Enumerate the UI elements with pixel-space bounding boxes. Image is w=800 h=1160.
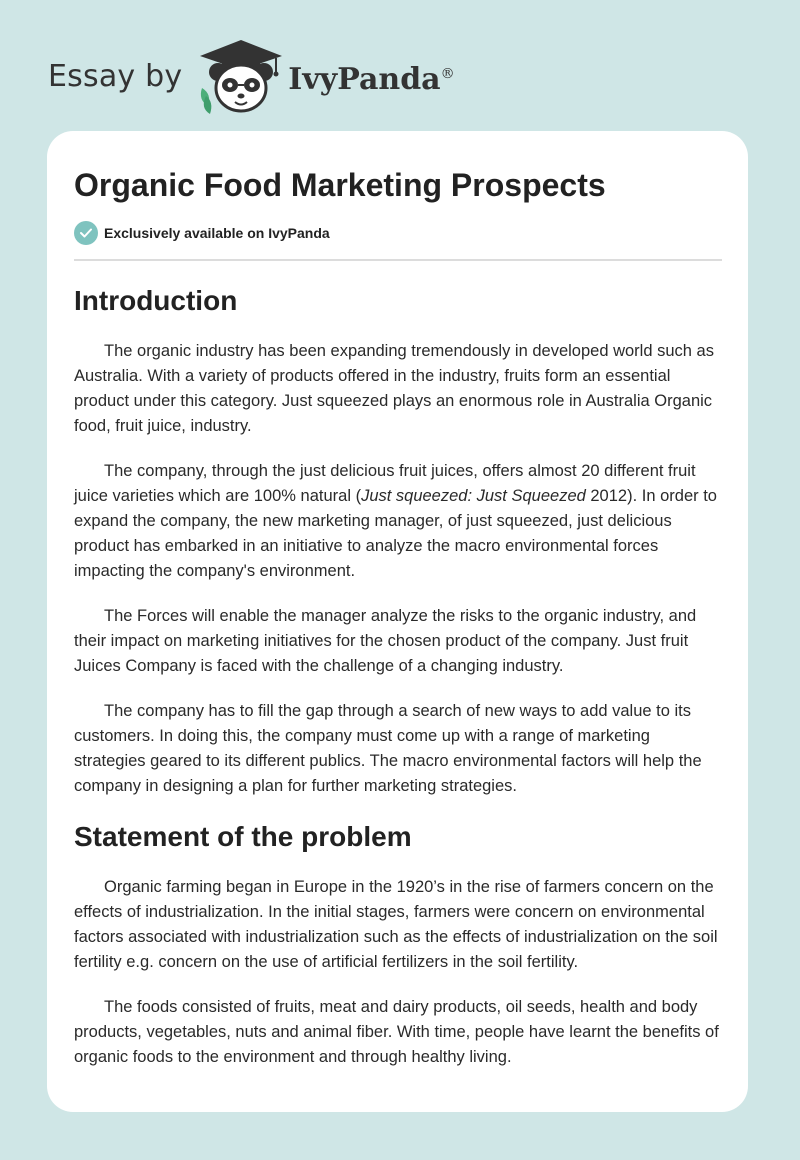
paragraph: The Forces will enable the manager analyze the risks to the organic industry, and their impact on marketing initiatives for the chosen product of the company. Just fruit Juices Company is faced with the challenge of a changing industry. (74, 607, 697, 675)
paragraph: The company has to fill the gap through a search of new ways to add value to its customers. In doing this, the company must come up with a range of marketing strategies geared to its different publics. The macro environmental factors will help the company in designing a plan for further marketing strategies. (74, 702, 702, 795)
check-circle-icon (74, 221, 98, 245)
brand-header (48, 36, 455, 116)
brand-prefix: Essay by (48, 58, 183, 94)
paragraph: Organic farming began in Europe in the 1920’s in the rise of farmers concern on the effects of industrialization. In the initial stages, farmers were concern on environmental factors associated with industrialization such as the effects of industrialization on the soil fertility e.g. concern on the use of artificial fertilizers in the soil fertility. (74, 878, 718, 971)
article-card (47, 131, 748, 1112)
brand-name: IvyPanda® (288, 61, 455, 97)
citation-italic: Just squeezed: Just Squeezed (361, 487, 586, 505)
paragraph: The company, through the just delicious fruit juices, offers almost 20 different fruit juice varieties which are 100% natural (Just squeezed: Just Squeezed 2012). In order to expand the company, the new marketing manager, of just squeezed, just delicious product has embarked in an initiative to analyze the macro environmental forces impacting the company's environment. (74, 462, 717, 580)
paragraph: The organic industry has been expanding tremendously in developed world such as Australia. With a variety of products offered in the industry, fruits form an essential product under this category. Just squeezed plays an enormous role in Australia Organic food, fruit juice, industry. (74, 342, 714, 435)
article-title: Organic Food Marketing Prospects (74, 167, 606, 203)
panda-graduate-icon (196, 36, 286, 116)
title-divider (74, 259, 722, 261)
section-heading-introduction: Introduction (74, 285, 238, 316)
paragraph: The foods consisted of fruits, meat and dairy products, oil seeds, health and body products, vegetables, nuts and animal fiber. With time, people have learnt the benefits of organic foods to the environment and through healthy living. (74, 998, 719, 1066)
exclusive-badge-label: Exclusively available on IvyPanda (104, 225, 330, 241)
section-heading-statement: Statement of the problem (74, 821, 412, 852)
exclusive-badge (74, 221, 722, 245)
